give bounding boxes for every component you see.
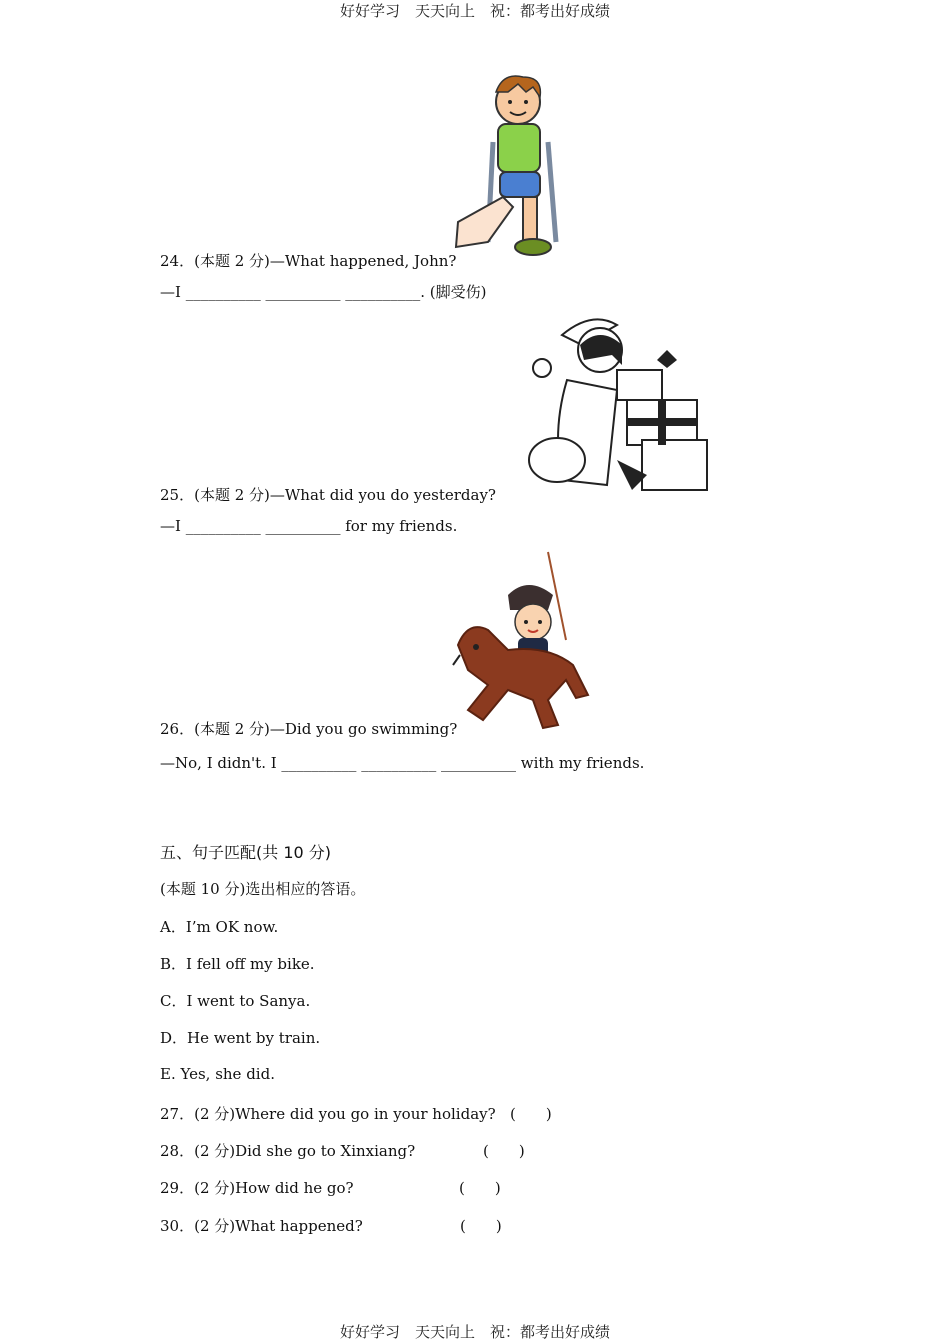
q25-answer: —I __________ __________ for my friends.: [160, 517, 458, 535]
option-a: A．I’m OK now.: [160, 918, 279, 936]
horse-riding-illustration: [448, 550, 598, 735]
option-e: E. Yes, she did.: [160, 1065, 275, 1083]
q26-answer: —No, I didn't. I __________ __________ __________ with my friends.: [160, 754, 645, 772]
q30-answer-blank[interactable]: ( ): [460, 1217, 502, 1235]
q30-text: 30．(2 分)What happened?: [160, 1217, 363, 1235]
q29-answer-blank[interactable]: ( ): [459, 1179, 501, 1197]
option-b: B．I fell off my bike.: [160, 955, 315, 973]
boy-crutches-illustration: [448, 72, 578, 267]
q27-text: 27．(2 分)Where did you go in your holiday?: [160, 1105, 496, 1123]
q27-answer-blank[interactable]: ( ): [510, 1105, 552, 1123]
section-5-instruction: (本题 10 分)选出相应的答语。: [160, 880, 366, 898]
page-footer: 好好学习 天天向上 祝：都考出好成绩: [339, 1323, 610, 1341]
q28-text: 28．(2 分)Did she go to Xinxiang?: [160, 1142, 416, 1160]
q25-prompt: 25．(本题 2 分)—What did you do yesterday?: [160, 486, 496, 504]
option-d: D．He went by train.: [160, 1029, 321, 1047]
option-c: C．I went to Sanya.: [160, 992, 311, 1010]
q24-answer: —I __________ __________ __________. (脚受伤): [160, 283, 487, 301]
q29-text: 29．(2 分)How did he go?: [160, 1179, 354, 1197]
page-header: 好好学习 天天向上 祝：都考出好成绩: [339, 2, 610, 20]
section-5-title: 五、句子匹配(共 10 分): [160, 843, 332, 862]
q24-prompt: 24．(本题 2 分)—What happened, John?: [160, 252, 457, 270]
q26-prompt: 26．(本题 2 分)—Did you go swimming?: [160, 720, 458, 738]
girl-gifts-illustration: [522, 310, 712, 500]
q28-answer-blank[interactable]: ( ): [483, 1142, 525, 1160]
